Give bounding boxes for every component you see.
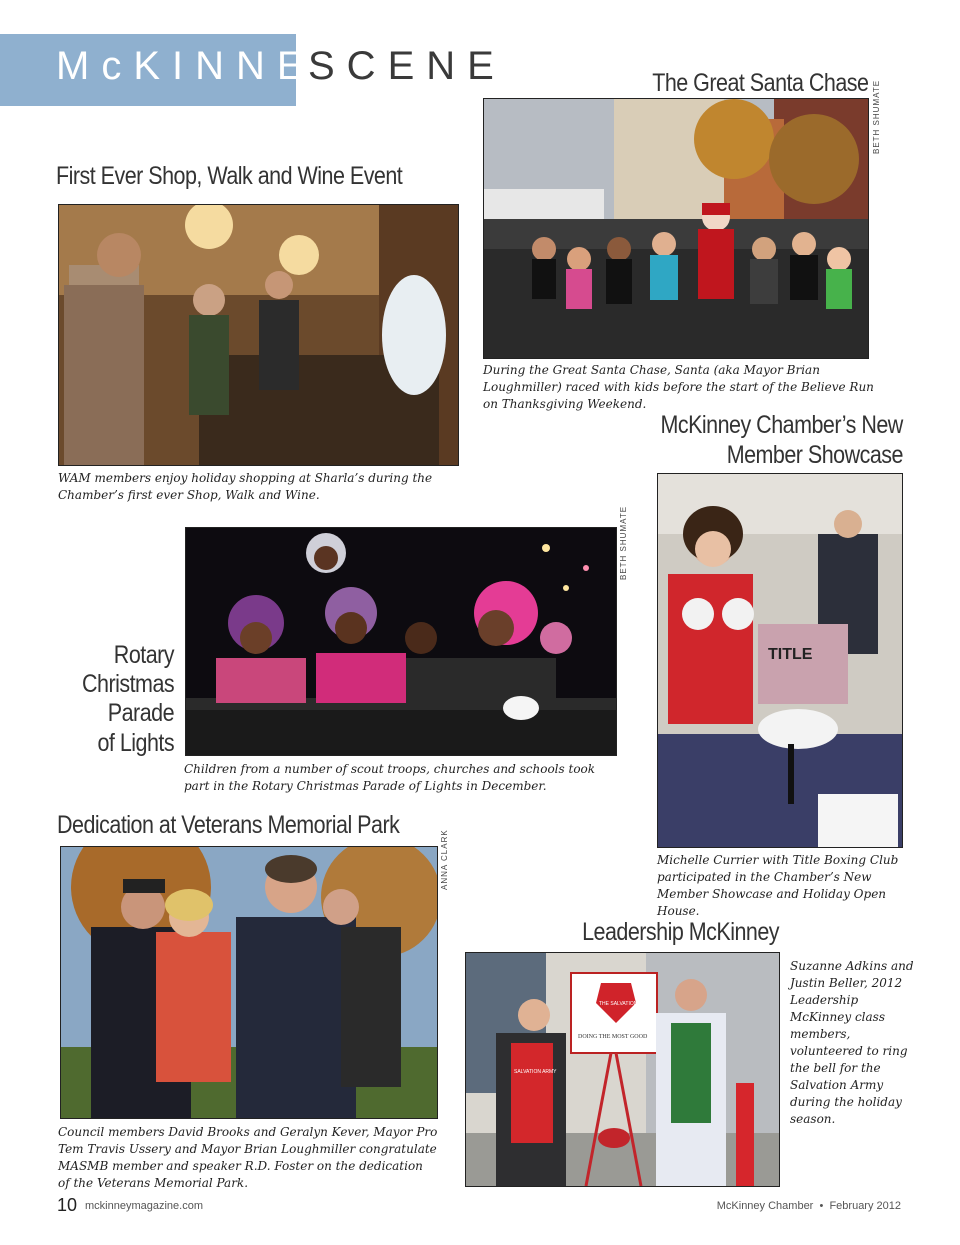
showcase-photo <box>657 473 903 848</box>
footer-publication <box>717 1200 901 1212</box>
showcase-heading-line2: Member Showcase <box>726 441 903 469</box>
rotary-heading-line4: of Lights <box>97 729 174 757</box>
footer-issue-date: February 2012 <box>829 1200 901 1212</box>
masthead-scene: SCENE <box>308 44 506 88</box>
wine-event-heading: First Ever Shop, Walk and Wine Event <box>56 162 403 190</box>
veterans-photo <box>60 846 438 1119</box>
footer-publication-name: McKinney Chamber <box>716 1200 814 1212</box>
rotary-parade-photo <box>185 527 617 756</box>
rotary-parade-caption: Children from a number of scout troops, churches and schools took part in the Rotary Christmas Parade of Lights in December. <box>184 762 596 793</box>
veterans-caption: Council members David Brooks and Geralyn Kever, Mayor Pro Tem Travis Ussery and Mayor Brian Loughmiller congratulate MASMB member and speaker R.D. Foster on the dedication of the Veterans Memorial Park. <box>58 1125 438 1190</box>
showcase-image <box>658 474 902 847</box>
kettle-sign-shield-text: THE SALVATION ARMY <box>599 1001 653 1007</box>
santa-photo-credit: BETH SHUMATE <box>872 79 881 154</box>
page-number: 10 <box>57 1195 78 1215</box>
wine-event-image <box>59 205 458 465</box>
leadership-heading: Leadership McKinney <box>582 918 779 946</box>
santa-chase-heading: The Great Santa Chase <box>651 69 868 97</box>
santa-chase-caption: During the Great Santa Chase, Santa (aka Mayor Brian Loughmiller) raced with kids before the start of the Believe Run on Thanksgiving Weekend. <box>483 363 874 411</box>
rotary-photo-credit: BETH SHUMATE <box>619 505 628 580</box>
wine-event-photo <box>58 204 459 466</box>
wine-event-caption: WAM members enjoy holiday shopping at Sharla’s during the Chamber’s first ever Shop, Walk and Wine. <box>58 471 433 502</box>
leadership-image <box>466 953 779 1186</box>
kettle-sign-text: DOING THE MOST GOOD <box>578 1034 648 1040</box>
santa-chase-image <box>484 99 868 358</box>
veterans-photo-credit: ANNA CLARK <box>440 829 449 890</box>
rotary-parade-image <box>186 528 616 755</box>
rotary-heading-line1: Rotary <box>113 641 174 669</box>
footer-bullet: • <box>819 1200 824 1212</box>
rotary-heading-line3: Parade <box>107 699 174 727</box>
showcase-heading-line1: McKinney Chamber’s New <box>660 411 903 439</box>
footer-website[interactable]: mckinneymagazine.com <box>85 1200 203 1212</box>
leadership-caption: Suzanne Adkins and Justin Beller, 2012 Leadership McKinney class members, volunteered to ring the bell for the Salvation Army during the holiday season. <box>790 959 914 1126</box>
leadership-photo <box>465 952 780 1187</box>
apron-text: SALVATION ARMY <box>514 1069 557 1075</box>
rotary-heading-line2: Christmas <box>81 670 174 698</box>
masthead-mckinney: McKINNEY <box>56 44 355 88</box>
boxing-bag-label: TITLE <box>768 646 813 663</box>
veterans-image <box>61 847 437 1118</box>
veterans-heading: Dedication at Veterans Memorial Park <box>57 811 400 839</box>
showcase-caption: Michelle Currier with Title Boxing Club participated in the Chamber’s New Member Showcase and Holiday Open House. <box>657 853 899 918</box>
santa-chase-photo <box>483 98 869 359</box>
